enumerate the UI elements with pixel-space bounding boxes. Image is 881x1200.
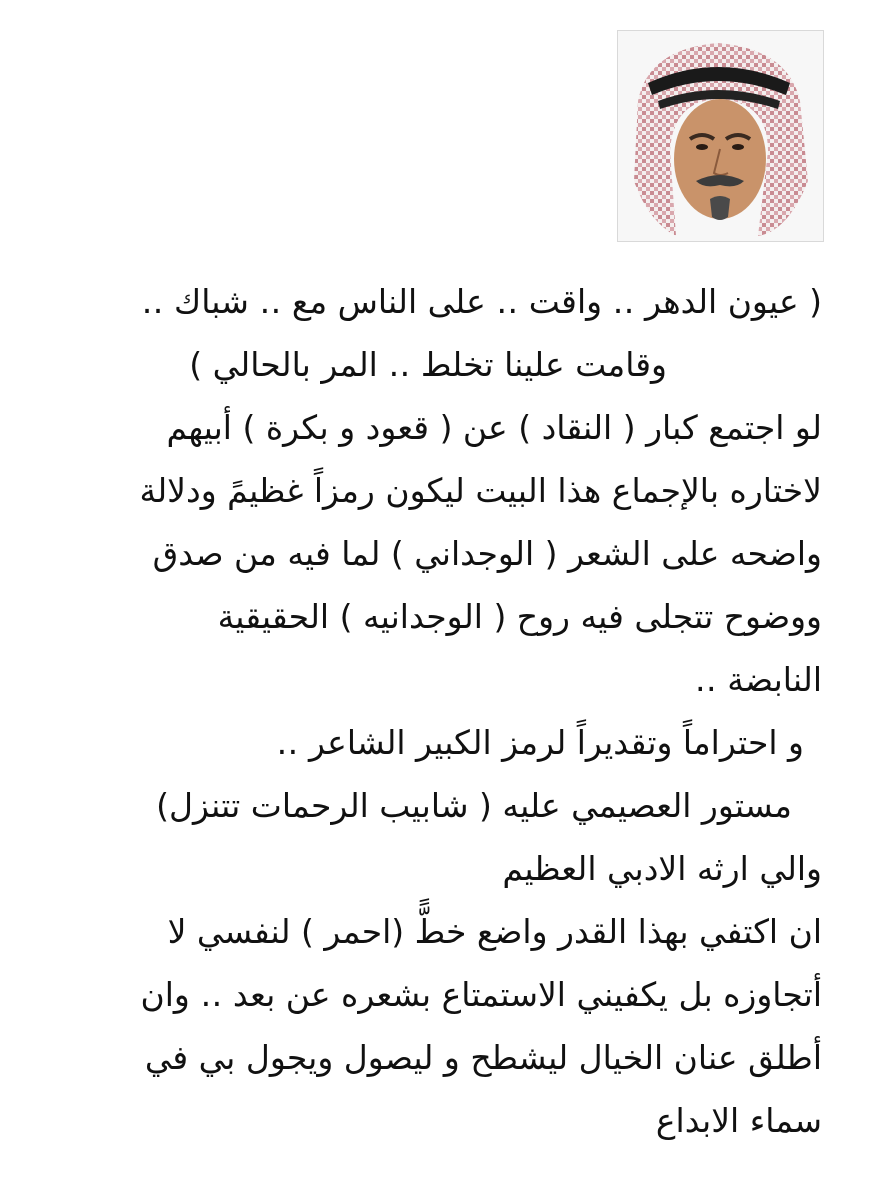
article-line: مستور العصيمي عليه ( شابيب الرحمات تتنزل) xyxy=(156,786,792,825)
article-line: ووضوح تتجلى فيه روح ( الوجدانيه ) الحقيقية xyxy=(217,597,822,636)
article-line: أطلق عنان الخيال ليشطح و ليصول ويجول بي في xyxy=(144,1038,822,1077)
article-line: لو اجتمع كبار ( النقاد ) عن ( قعود و بكرة ) أبيهم xyxy=(166,408,822,447)
article-line: لاختاره بالإجماع هذا البيت ليكون رمزاً غظيمً ودلالة xyxy=(139,471,822,510)
article-line: سماء الابداع xyxy=(655,1101,822,1140)
article-line: ان اكتفي بهذا القدر واضع خطًّ (احمر ) لنفسي لا xyxy=(167,912,822,951)
article-line: وقامت علينا تخلط ‥ المر بالحالي ) xyxy=(189,345,667,384)
article-line: أتجاوزه بل يكفيني الاستمتاع بشعره عن بعد ‥ وان xyxy=(140,975,822,1014)
article-body xyxy=(60,270,822,1152)
article-line: النابضة ‥ xyxy=(694,660,822,699)
article-line: و احتراماً وتقديراً لرمز الكبير الشاعر ‥ xyxy=(276,723,804,762)
author-photo xyxy=(617,30,824,242)
columnist-portrait-icon xyxy=(618,31,823,241)
article-line: ( عيون الدهر ‥ واقت ‥ على الناس مع ‥ شباك ‥ xyxy=(141,282,822,321)
article-line: والي ارثه الادبي العظيم xyxy=(502,849,822,888)
article-line: واضحه على الشعر ( الوجداني ) لما فيه من صدق xyxy=(152,534,822,573)
